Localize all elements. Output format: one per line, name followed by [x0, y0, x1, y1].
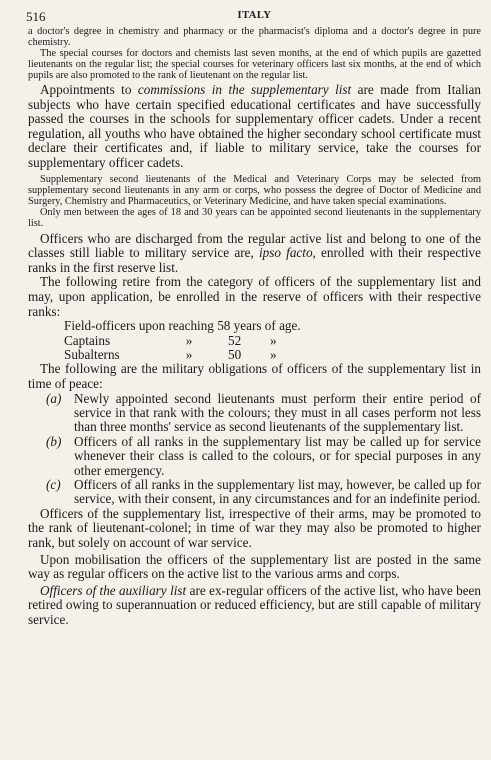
list-item-c: (c) Officers of all ranks in the supplementary list may, however, be called up for service, with their consent, in any circumstances and for an indefinite period.: [46, 476, 481, 507]
paragraph-age-limits: Only men between the ages of 18 and 30 years can be appointed second lieutenants in the supplementary list.: [28, 206, 481, 229]
paragraph-mobilisation: Upon mobilisation the officers of the supplementary list are posted in the same way as regular officers on the active list to the various arms and corps.: [28, 551, 481, 582]
paragraph-appointments: Appointments to commissions in the supplementary list are made from Italian subjects who have certain specified educational certificates and have successfully passed the courses in the schools for supplementary officer cadets. Under a recent regulation, all youths who have obtained the higher secondary school certificate must declare their certificates and, if liable to military service, take the courses for supplementary officer cadets.: [28, 82, 481, 170]
page-header: [28, 6, 481, 26]
paragraph-obligations: The following are the military obligations of officers of the supplementary list in time of peace:: [28, 361, 481, 391]
retirement-ages-table: [64, 319, 481, 362]
paragraph-auxiliary-list: Officers of the auxiliary list are ex-regular officers of the active list, who have been retired owing to superannuation or reduced efficiency, but are still capable of military service.: [28, 582, 482, 627]
list-item-b: (b) Officers of all ranks in the supplementary list may be called up for service whenever their class is called to the colours, or for special purposes in any other emergency.: [46, 433, 481, 478]
paragraph-retirement: The following retire from the category of officers of the supplementary list and may, upon application, be enrolled in the reserve of officers with their respective ranks:: [28, 274, 481, 319]
age-row-field-officers: Field-officers upon reaching 58 years of age.: [64, 318, 301, 334]
paragraph-degree-continuation: a doctor's degree in chemistry and pharmacy or the pharmacist's diploma and a doctor's degree in pure chemistry.: [28, 26, 481, 48]
age-row-subalterns: Subalterns » 50 »: [64, 346, 277, 362]
age-row-captains: Captains » 52 »: [64, 332, 277, 348]
page-number: 516: [26, 9, 46, 24]
paragraph-promotion: Officers of the supplementary list, irrespective of their arms, may be promoted to the rank of lieutenant-colonel; in time of war they may also be promoted to higher rank, but solely on account of war service.: [28, 505, 481, 550]
list-item-a: (a) Newly appointed second lieutenants must perform their entire period of service in that rank with the colours; they must in all cases perform not less than three months' service as second lieutenants of the supplementary list.: [46, 390, 481, 435]
paragraph-special-courses: The special courses for doctors and chemists last seven months, at the end of which pupils are gazetted lieutenants on the regular list; the special courses for veterinary officers last six months, at the end of which pupils are also promoted to the rank of lieutenant on the regular list.: [28, 48, 481, 81]
running-head: ITALY: [237, 10, 272, 21]
paragraph-medical-veterinary: Supplementary second lieutenants of the Medical and Veterinary Corps may be selected from supplementary second lieutenants in any arm or corps, who possess the degree of Doctor of Medicine and Surgery, Chemistry and Pharmaceutics, or Veterinary Medicine, and have taken special examinations.: [28, 173, 481, 207]
paragraph-discharged-officers: Officers who are discharged from the regular active list and belong to one of the classes still liable to military service are, ipso facto, enrolled with their respective ranks in the first reserve list.: [28, 230, 481, 275]
